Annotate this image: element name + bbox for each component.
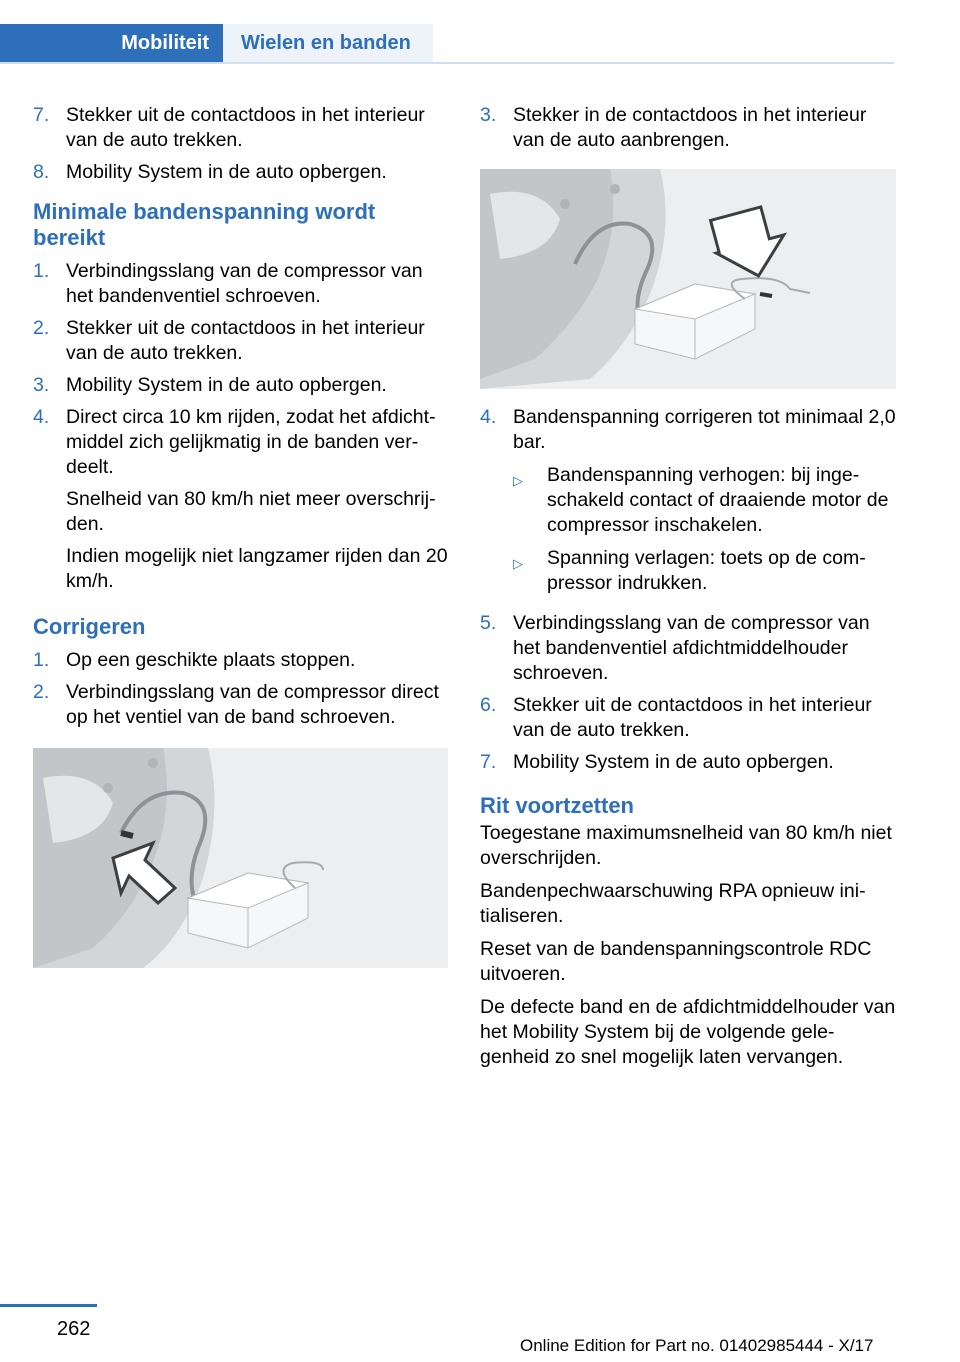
triangle-bullet-icon: ▷ [513,473,523,488]
list-item [33,259,448,309]
paragraph: De defecte band en de afdichtmiddelhouder van het Mobility System bij de volgende gelegenheid zo snel mogelijk laten vervangen. [480,996,896,1068]
step-number: 3. [33,374,50,396]
list-item [33,648,448,673]
step-text: Direct circa 10 km rijden, zodat het afdichtmiddel zich gelijkmatig in de banden verdeelt. [66,406,436,478]
right-column [480,103,896,1078]
step-text-block [66,405,448,594]
compressor-plug-illustration [480,169,896,389]
list-item [480,750,896,775]
step-note: Indien mogelijk niet langzamer rijden dan 20 km/h. [66,545,448,592]
step-number: 7. [33,104,50,126]
list-item [33,405,448,594]
paragraph: Reset van de bandenspanningscontrole RDC uitvoeren. [480,938,872,985]
footer-divider [0,1304,97,1307]
list-item [33,373,448,398]
step-number: 1. [33,260,50,282]
step-text: Bandenspanning corrigeren tot minimaal 2,0 bar. [513,406,896,453]
step-number: 5. [480,612,497,634]
step-note: Snelheid van 80 km/h niet meer overschrijden. [66,488,436,535]
triangle-bullet-icon: ▷ [513,556,523,571]
step-text-block [513,405,896,604]
steps-list-minimale [33,259,448,594]
step-text: Mobility System in de auto opbergen. [66,161,387,183]
step-text: Verbindingsslang van de compressor van het bandenventiel afdichtmiddelhouder schroeven. [513,612,870,684]
list-item [33,680,448,730]
list-item [480,103,896,153]
header-tabbar [0,24,894,64]
step-number: 4. [33,406,50,428]
steps-list-right-top [480,103,896,153]
step-text: Stekker uit de contactdoos in het interieur van de auto trekken. [66,317,425,364]
step-text: Mobility System in de auto opbergen. [66,374,387,396]
step-text: Mobility System in de auto opbergen. [513,751,834,773]
step-number: 4. [480,406,497,428]
step-number: 2. [33,317,50,339]
list-item [513,546,896,596]
list-item [480,693,896,743]
steps-list-top [33,103,448,185]
step-number: 8. [33,161,50,183]
step-number: 6. [480,694,497,716]
list-item [480,405,896,604]
substep-text: Bandenspanning verhogen: bij ingeschakeld contact of draaiende motor de compressor inschakelen. [547,464,889,536]
step-number: 1. [33,649,50,671]
step-text: Stekker uit de contactdoos in het interieur van de auto trekken. [513,694,872,741]
compressor-valve-illustration [33,748,448,968]
list-item [480,611,896,686]
list-item [33,316,448,366]
substep-text: Spanning verlagen: toets op de compressor indrukken. [547,547,866,594]
tab-wielen-en-banden[interactable]: Wielen en banden [223,24,433,62]
steps-list-right-step4 [480,405,896,775]
step-number: 2. [33,681,50,703]
section-title-rit-voortzetten: Rit voortzetten [480,793,634,818]
step-text: Stekker uit de contactdoos in het interieur van de auto trekken. [66,104,425,151]
step-text: Op een geschikte plaats stoppen. [66,649,356,671]
paragraph: Toegestane maximumsnelheid van 80 km/h niet overschrijden. [480,822,892,869]
page-number: 262 [57,1318,91,1340]
step-text: Verbindingsslang van de compressor direct op het ventiel van de band schroeven. [66,681,439,728]
steps-list-corrigeren [33,648,448,730]
edition-note: Online Edition for Part no. 01402985444 - X/17 [520,1336,874,1355]
list-item [513,463,896,538]
left-column [33,103,448,984]
substeps-list [513,463,896,596]
step-number: 3. [480,104,497,126]
step-text: Stekker in de contactdoos in het interieur van de auto aanbrengen. [513,104,867,151]
section-title-minimale: Minimale bandenspanning wordt bereikt [33,199,376,250]
step-text: Verbindingsslang van de compressor van het bandenventiel schroeven. [66,260,423,307]
tab-mobiliteit[interactable]: Mobiliteit [0,24,223,62]
step-number: 7. [480,751,497,773]
list-item [33,103,448,153]
paragraph: Bandenpechwaarschuwing RPA opnieuw initialiseren. [480,880,866,927]
list-item [33,160,448,185]
section-title-corrigeren: Corrigeren [33,614,146,639]
